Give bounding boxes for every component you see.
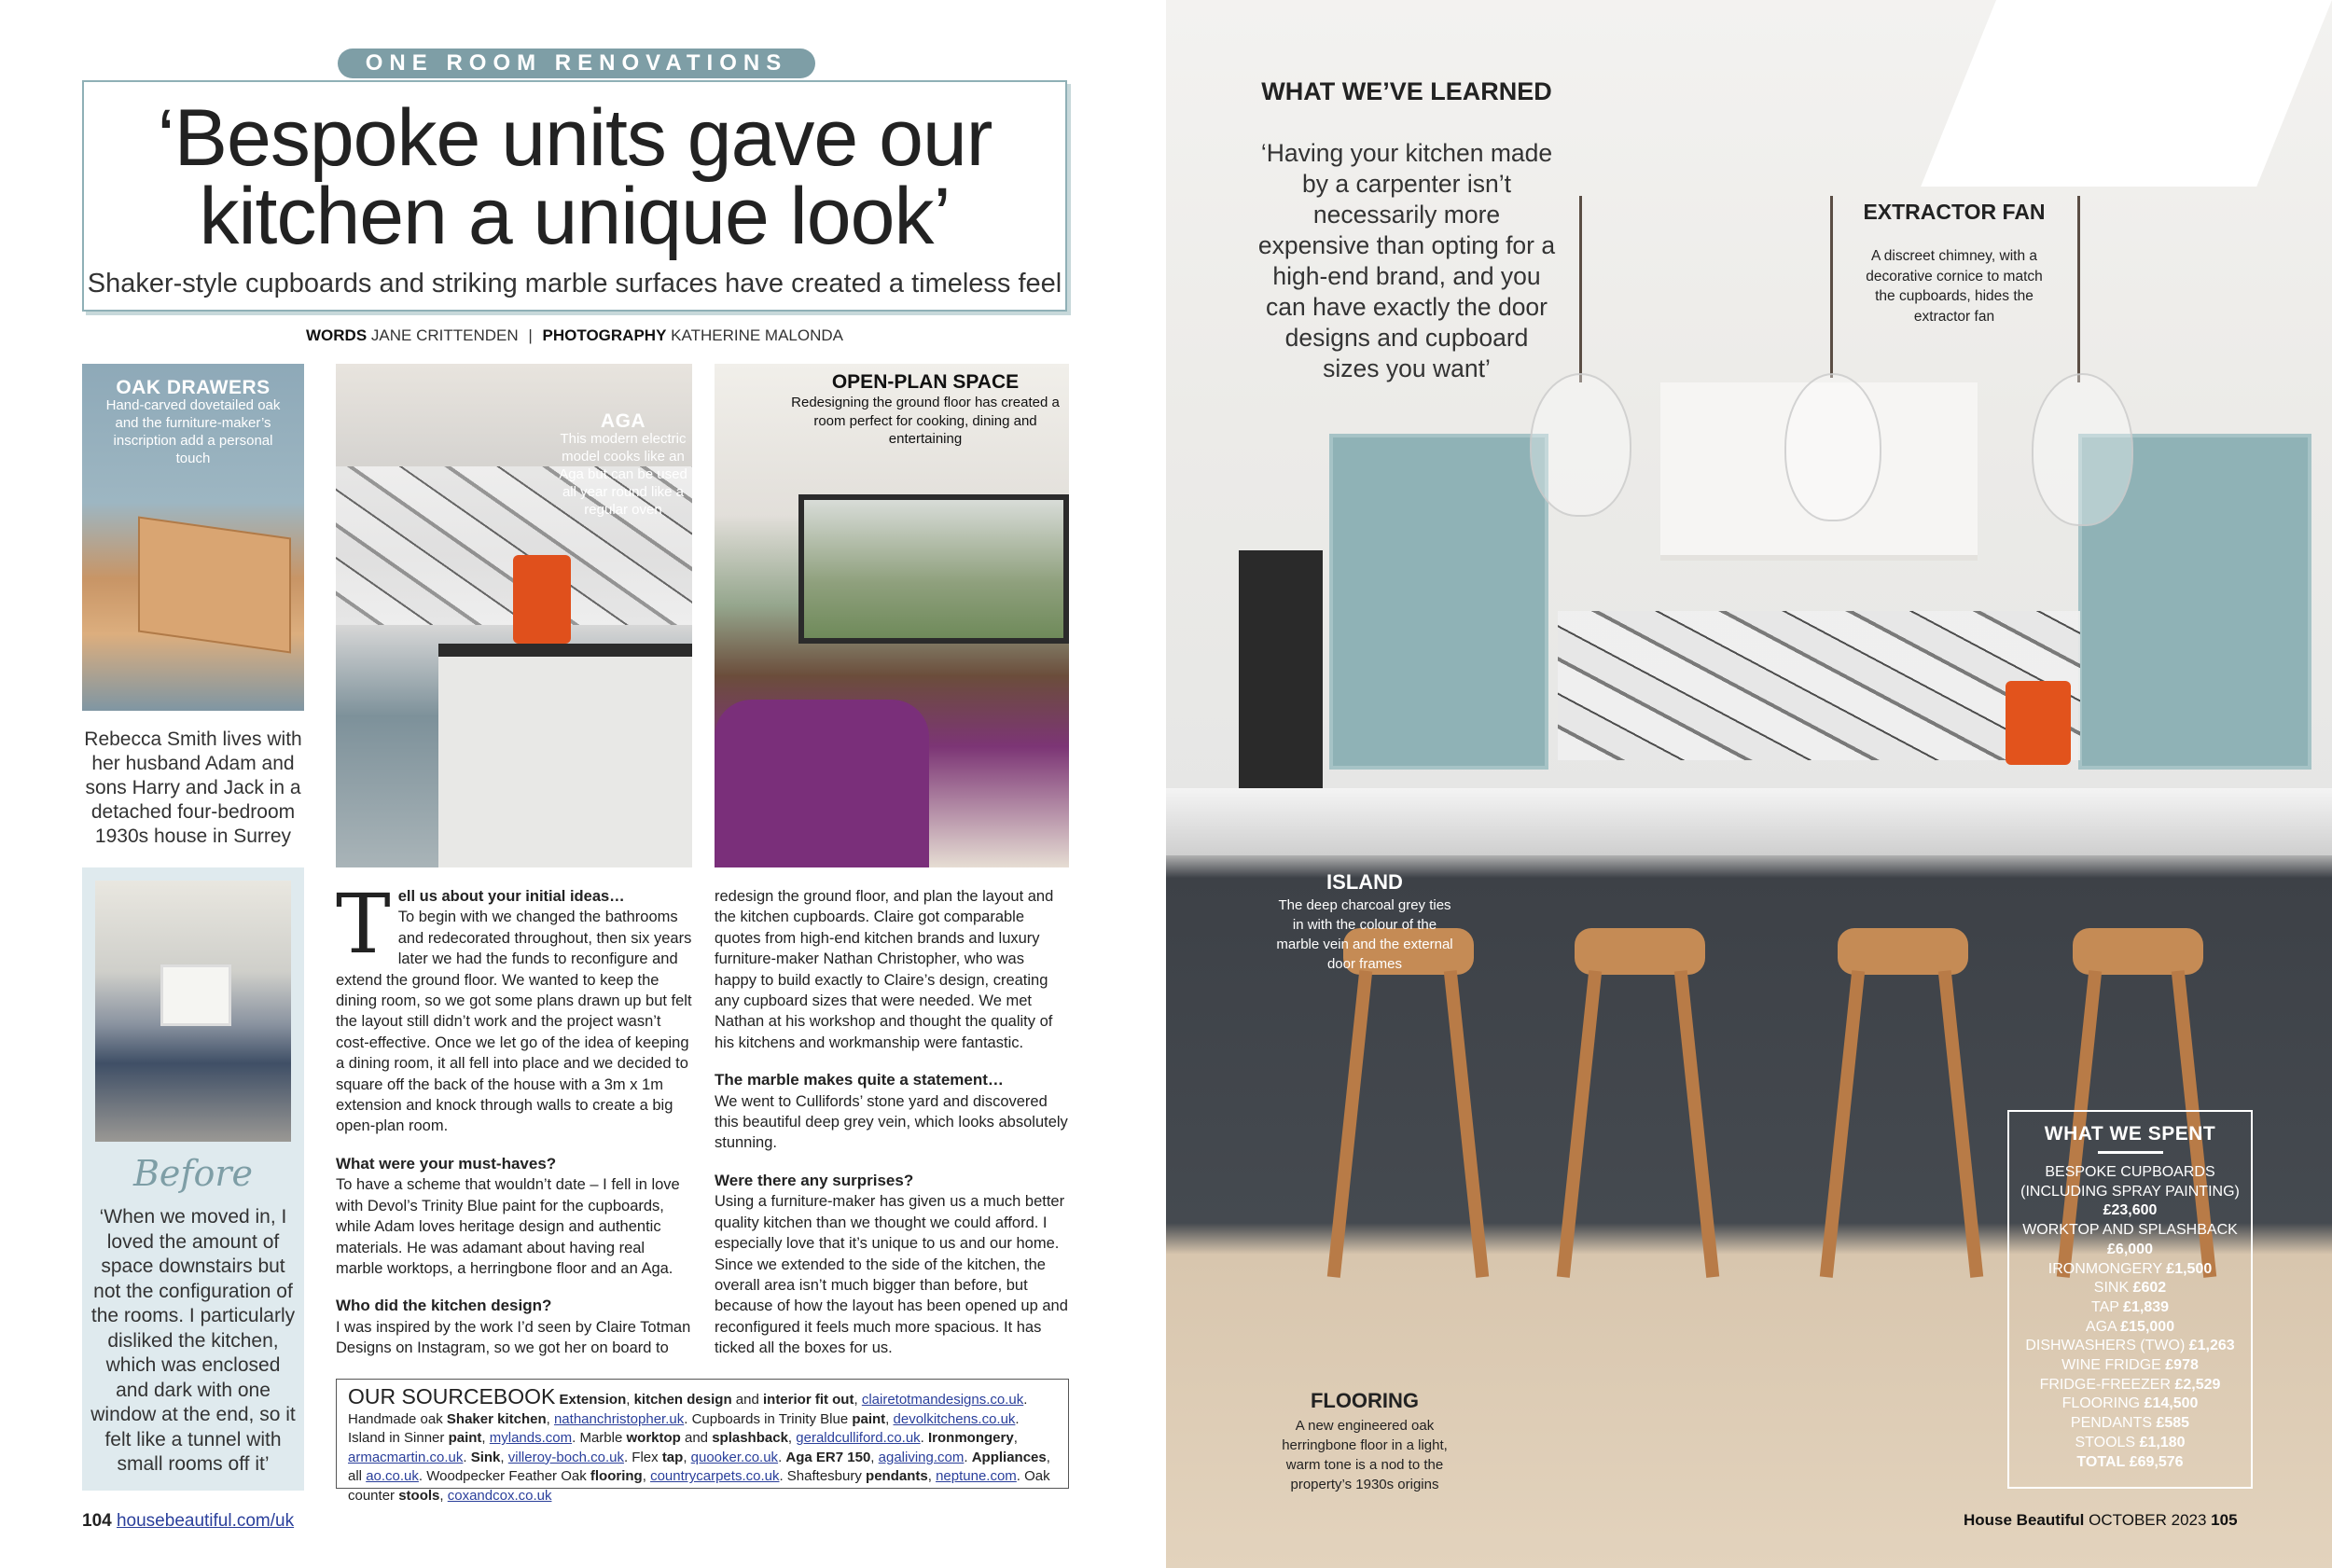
- spent-item-value: £602: [2132, 1280, 2167, 1297]
- sb-text: . Shaftesbury: [779, 1468, 867, 1485]
- question-3: Who did the kitchen design?: [336, 1297, 552, 1315]
- drawer-shape: [138, 516, 291, 653]
- pendant-light: [2032, 373, 2133, 526]
- credits-separator: |: [528, 326, 533, 344]
- sb-text: ,: [683, 1449, 691, 1465]
- open-plan-photo: [715, 364, 1069, 867]
- sb-text: .: [920, 1430, 929, 1447]
- spent-item: [2019, 1414, 2242, 1434]
- sb-term: flooring: [590, 1468, 643, 1485]
- spent-item-value: £1,263: [2188, 1338, 2235, 1354]
- credits-photo-name: KATHERINE MALONDA: [671, 326, 843, 344]
- answer-4: We went to Cullifords’ stone yard and discovered this beautiful deep grey vein, which looks absolutely stunning.: [715, 1092, 1068, 1152]
- aga-range: [438, 644, 692, 867]
- sb-link[interactable]: nathanchristopher.uk: [553, 1410, 685, 1427]
- extractor-title: EXTRACTOR FAN: [1863, 200, 2046, 224]
- issue-date: OCTOBER 2023: [2089, 1511, 2207, 1529]
- credits-photo-label: PHOTOGRAPHY: [542, 326, 667, 344]
- answer-1: To begin with we changed the bathrooms and redecorated throughout, then six years later we had the funds to reconfigure and extend the ground floor. We wanted to keep the dining room, so we got some plans drawn up but felt the layout still didn’t work and the project wasn’t cost-effective. Once we let go of the idea of keeping a dining room, it all fell into place and we decided to square off the back of the house with a 3m x 1m extension and knock through walls to create a big open-plan room.: [336, 909, 692, 1135]
- sb-link[interactable]: coxandcox.co.uk: [447, 1487, 552, 1504]
- before-quote: ‘When we moved in, I loved the amount of space downstairs but not the configuration of the rooms. I particularly disliked the kitchen, which was enclosed and dark with one window at the end, so it felt like a tunnel with small rooms off it’: [90, 1206, 296, 1475]
- sb-text: .: [463, 1449, 471, 1465]
- spent-item-value: £1,839: [2123, 1298, 2170, 1315]
- sb-term: stools: [398, 1487, 440, 1504]
- sb-term: pendants: [866, 1468, 928, 1485]
- purple-sofa: [715, 700, 929, 867]
- spent-item-label: STOOLS: [2075, 1434, 2136, 1450]
- sb-text: ,: [870, 1449, 879, 1465]
- sourcebook-title: OUR SOURCEBOOK: [348, 1384, 556, 1408]
- pendant-light: [1784, 373, 1881, 521]
- spent-item: [2019, 1221, 2242, 1259]
- sb-link[interactable]: armacmartin.co.uk: [348, 1449, 464, 1465]
- standfirst: Shaker-style cupboards and striking marble surfaces have created a timeless feel: [87, 269, 1062, 298]
- sb-link[interactable]: mylands.com: [489, 1430, 573, 1447]
- sb-text: .: [778, 1449, 786, 1465]
- spent-item-label: TAP: [2090, 1298, 2119, 1315]
- before-photo: [95, 881, 291, 1142]
- sb-text: ,: [642, 1468, 651, 1485]
- question-4: The marble makes quite a statement…: [715, 1071, 1004, 1089]
- bar-stool: [1575, 928, 1705, 975]
- spent-item-label: FLOORING: [2061, 1395, 2141, 1412]
- sb-text: ,: [927, 1468, 937, 1485]
- spent-item: [2019, 1337, 2242, 1356]
- spent-item-value: £978: [2165, 1357, 2199, 1374]
- spent-item: [2019, 1434, 2242, 1453]
- sb-text: ,: [500, 1449, 508, 1465]
- answer-3: I was inspired by the work I’d seen by Claire Totman Designs on Instagram, so we got her on board to: [336, 1318, 691, 1357]
- sb-term: tap: [661, 1449, 684, 1465]
- pendant-chain: [2077, 196, 2080, 382]
- intro-text: Rebecca Smith lives with her husband Adam and sons Harry and Jack in a detached four-bedroom 1930s house in Surrey: [84, 728, 302, 847]
- credits: [82, 326, 1067, 345]
- extractor-text: A discreet chimney, with a decorative cornice to match the cupboards, hides the extractor fan: [1866, 248, 2043, 325]
- aga-photo: [336, 364, 692, 867]
- oak-drawers-photo: [82, 364, 304, 711]
- flooring-text: A new engineered oak herringbone floor in a light, warm tone is a nod to the property’s 1930s origins: [1282, 1418, 1448, 1492]
- footer-right: [1964, 1511, 2238, 1530]
- aga-text: This modern electric model cooks like an Aga but can be used all year round like a regular oven: [559, 431, 687, 518]
- spent-item-label: PENDANTS: [2070, 1415, 2153, 1432]
- sb-text: , all: [348, 1449, 1050, 1485]
- open-plan-caption: [785, 371, 1065, 449]
- learned-quote: ‘Having your kitchen made by a carpenter isn’t necessarily more expensive than opting for a high-end brand, and you can have exactly the door designs and cupboard sizes you want’: [1257, 139, 1556, 382]
- garden-window: [798, 494, 1069, 644]
- sb-link[interactable]: geraldculliford.co.uk: [796, 1430, 921, 1447]
- sb-text: ,: [885, 1410, 894, 1427]
- sb-term: splashback: [712, 1430, 788, 1447]
- spent-item-label: BESPOKE CUPBOARDS (INCLUDING SPRAY PAINTING): [2020, 1164, 2240, 1200]
- oak-drawers-text: Hand-carved dovetailed oak and the furniture-maker’s inscription add a personal touch: [105, 397, 281, 466]
- spent-item: [2019, 1356, 2242, 1376]
- sb-text: . Woodpecker Feather Oak: [418, 1468, 590, 1485]
- dropcap: T: [336, 876, 391, 972]
- page-number-left: 104: [82, 1511, 112, 1531]
- sb-term: Aga ER7 150: [785, 1449, 871, 1465]
- spent-item: [2019, 1279, 2242, 1298]
- spent-item-label: WORKTOP AND SPLASHBACK: [2022, 1222, 2238, 1239]
- learned-title: WHAT WE’VE LEARNED: [1261, 77, 1552, 105]
- footer-left: [82, 1511, 294, 1532]
- spent-item-value: £23,600: [2103, 1202, 2158, 1219]
- sb-term: Appliances: [971, 1449, 1047, 1465]
- spent-item-label: AGA: [2085, 1318, 2117, 1335]
- pendant-chain: [1579, 196, 1582, 382]
- spent-item-value: £2,529: [2174, 1376, 2221, 1393]
- open-plan-text: Redesigning the ground floor has created a room perfect for cooking, dining and entertaining: [791, 395, 1060, 447]
- sb-text: . Oak counter: [348, 1468, 1050, 1504]
- article-column-2: [715, 886, 1069, 1359]
- island-text: The deep charcoal grey ties in with the colour of the marble vein and the external door frames: [1276, 897, 1453, 972]
- sb-text: ,: [546, 1410, 554, 1427]
- sb-link[interactable]: clairetotmandesigns.co.uk: [861, 1392, 1024, 1408]
- sb-link[interactable]: quooker.co.uk: [690, 1449, 779, 1465]
- spent-item-label: WINE FRIDGE: [2061, 1357, 2161, 1374]
- sb-term: paint: [852, 1410, 886, 1427]
- aga-title: AGA: [600, 410, 646, 432]
- spent-item-value: £585: [2156, 1415, 2190, 1432]
- sb-link[interactable]: agaliving.com: [878, 1449, 965, 1465]
- sourcebook-box: [336, 1379, 1069, 1504]
- open-plan-title: OPEN-PLAN SPACE: [831, 371, 1020, 393]
- spent-item-label: TOTAL: [2076, 1453, 2126, 1470]
- sb-text: ,: [854, 1392, 862, 1408]
- spent-item: [2019, 1395, 2242, 1414]
- pendant-chain: [1830, 196, 1833, 378]
- sb-term: Ironmongery: [928, 1430, 1014, 1447]
- section-kicker: ONE ROOM RENOVATIONS: [338, 49, 815, 78]
- spent-item-value: £6,000: [2107, 1241, 2153, 1257]
- sb-text: . Flex: [623, 1449, 662, 1465]
- spent-item-value: £69,576: [2129, 1453, 2184, 1470]
- aga-caption: [558, 412, 688, 519]
- sb-term: interior fit out: [762, 1392, 854, 1408]
- sb-text: and: [731, 1392, 763, 1408]
- sb-term: Sink: [470, 1449, 501, 1465]
- question-2: What were your must-haves?: [336, 1154, 557, 1173]
- spent-item-label: DISHWASHERS (TWO): [2025, 1338, 2186, 1354]
- what-we-spent-box: [2007, 1110, 2253, 1489]
- spent-item-label: FRIDGE-FREEZER: [2039, 1376, 2172, 1393]
- sb-text: . Cupboards in Trinity Blue: [684, 1410, 853, 1427]
- sb-term: paint: [448, 1430, 482, 1447]
- spent-item: [2019, 1260, 2242, 1280]
- sb-text: ,: [787, 1430, 797, 1447]
- marble-worktop: [1166, 788, 2332, 855]
- sb-text: and: [680, 1430, 713, 1447]
- pendant-light: [1530, 373, 1631, 517]
- sb-link[interactable]: devolkitchens.co.uk: [893, 1410, 1016, 1427]
- oak-drawers-caption: [95, 379, 291, 467]
- credits-words-name: JANE CRITTENDEN: [370, 326, 519, 344]
- headline: ‘Bespoke units gave our kitchen a unique look’: [157, 93, 992, 261]
- spent-list: [2009, 1163, 2251, 1472]
- sb-term: worktop: [626, 1430, 681, 1447]
- spent-item-value: £15,000: [2120, 1318, 2175, 1335]
- sb-term: Extension: [559, 1392, 627, 1408]
- flooring-title: FLOORING: [1310, 1389, 1420, 1412]
- spent-item-value: £1,500: [2166, 1260, 2213, 1277]
- spent-item: [2019, 1453, 2242, 1473]
- sb-term: kitchen design: [633, 1392, 732, 1408]
- island-title: ISLAND: [1326, 870, 1403, 894]
- answer-3-continued: redesign the ground floor, and plan the layout and the kitchen cupboards. Claire got comparable quotes from high-end kitchen brands and luxury furniture-maker Nathan Christopher, who was happy to build exactly to Claire’s design, creating any cupboard sizes that were needed. We met Nathan at his workshop and thought the quality of his kitchens and workmanship were fantastic.: [715, 888, 1054, 1051]
- sb-link[interactable]: ao.co.uk: [366, 1468, 419, 1485]
- spent-divider: [2098, 1151, 2163, 1154]
- spent-item: [2019, 1298, 2242, 1318]
- article-column-1: [336, 876, 692, 1359]
- spent-item: [2019, 1318, 2242, 1338]
- orange-pans: [2006, 681, 2071, 765]
- spent-title: WHAT WE SPENT: [2044, 1123, 2216, 1145]
- spent-item-label: IRONMONGERY: [2047, 1260, 2162, 1277]
- sb-text: . Handmade oak: [348, 1392, 1028, 1427]
- spent-item: [2019, 1163, 2242, 1221]
- sb-text: .: [964, 1449, 972, 1465]
- credits-words-label: WORDS: [306, 326, 368, 344]
- spent-item-label: SINK: [2093, 1280, 2130, 1297]
- pantry-shelves: [1239, 550, 1323, 793]
- marble-splashback: [1558, 611, 2080, 760]
- sb-link[interactable]: neptune.com: [936, 1468, 1017, 1485]
- sb-term: Shaker kitchen: [446, 1410, 547, 1427]
- oak-drawers-title: OAK DRAWERS: [116, 377, 271, 398]
- sb-link[interactable]: villeroy-boch.co.uk: [507, 1449, 624, 1465]
- answer-2: To have a scheme that wouldn’t date – I fell in love with Devol’s Trinity Blue paint for the cupboards, while Adam loves heritage design and authentic materials. He was adamant about having real marble worktops, a herringbone floor and an Aga.: [336, 1176, 680, 1277]
- sb-text: ,: [1013, 1430, 1018, 1447]
- sb-link[interactable]: countrycarpets.co.uk: [650, 1468, 780, 1485]
- bar-stool: [2073, 928, 2203, 975]
- sb-text: ,: [439, 1487, 448, 1504]
- orange-pans: [513, 555, 571, 644]
- footer-site-link[interactable]: housebeautiful.com/uk: [116, 1511, 295, 1531]
- left-wall-cabinet: [1329, 434, 1548, 770]
- question-5: Were there any surprises?: [715, 1171, 914, 1189]
- before-window: [160, 964, 231, 1026]
- spent-item-value: £14,500: [2144, 1395, 2199, 1412]
- sb-text: ,: [481, 1430, 490, 1447]
- headline-box: [82, 80, 1067, 312]
- page-number-right: 105: [2211, 1511, 2238, 1529]
- question-1: ell us about your initial ideas…: [397, 888, 625, 905]
- magazine-name: House Beautiful: [1964, 1511, 2085, 1529]
- spent-item: [2019, 1376, 2242, 1395]
- before-label: Before: [132, 1153, 253, 1194]
- sb-text: ,: [626, 1392, 634, 1408]
- answer-5: Using a furniture-maker has given us a much better quality kitchen than we thought we could afford. I especially love that it’s unique to us and our home. Since we extended to the side of the kitchen, the overall area isn’t much bigger than before, but because of how the layout has been opened up and reconfigured it feels much more spacious. It has ticked all the boxes for us.: [715, 1193, 1068, 1357]
- sb-text: . Island in Sinner: [348, 1410, 1020, 1447]
- spent-item-value: £1,180: [2139, 1434, 2186, 1450]
- sb-text: . Marble: [572, 1430, 627, 1447]
- bar-stool: [1838, 928, 1968, 975]
